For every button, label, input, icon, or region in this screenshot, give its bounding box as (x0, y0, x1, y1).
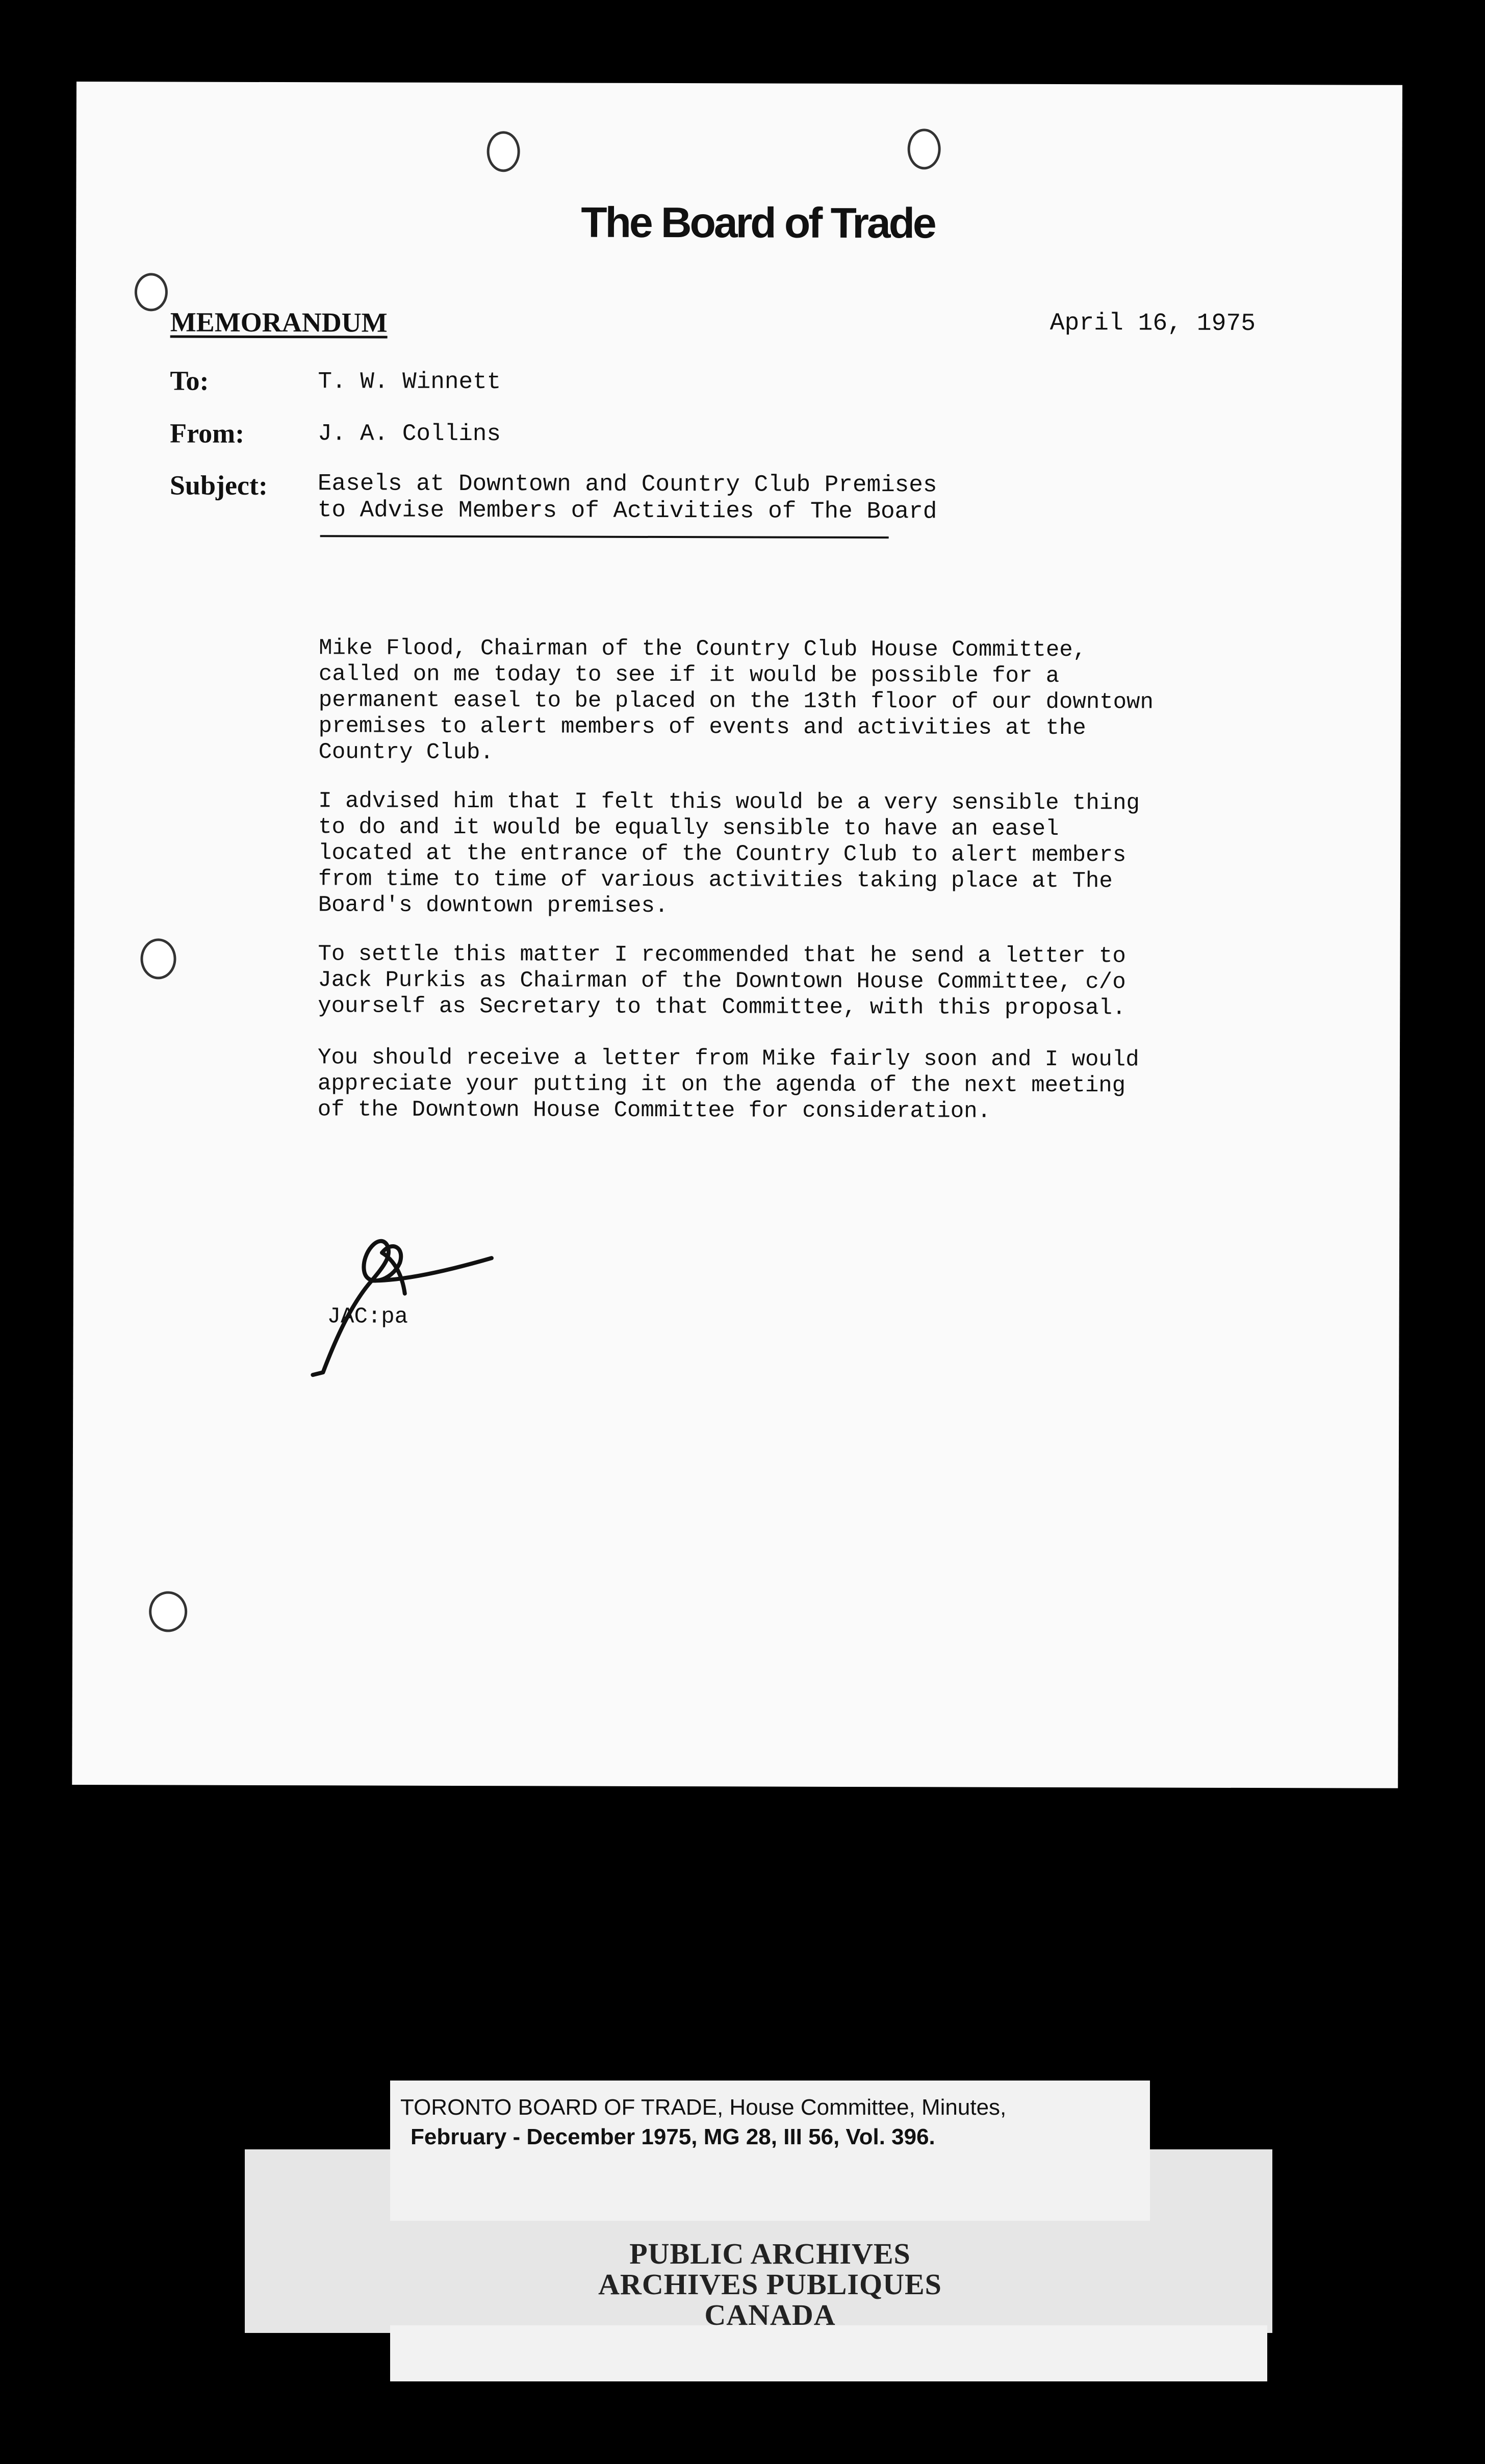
punch-hole-top-right (908, 129, 941, 169)
archive-stamp-line-1: PUBLIC ARCHIVES (629, 2237, 911, 2270)
archive-reference-line-2: February - December 1975, MG 28, III 56, Vol. 396. (411, 2124, 935, 2149)
punch-hole-side-1 (135, 273, 168, 311)
from-label: From: (170, 418, 245, 449)
archive-reference-line-1: TORONTO BOARD OF TRADE, House Committee, Minutes, (400, 2095, 1007, 2120)
from-value: J. A. Collins (318, 420, 501, 448)
punch-hole-top-left (487, 131, 520, 172)
body-paragraph-1: Mike Flood, Chairman of the Country Club House Committee, called on me today to see if it would be possible for a permanent easel to be placed on the 13th floor of our downtown premises to alert members of events and activities at the Country Club. (318, 635, 1154, 766)
subject-line-2: to Advise Members of Activities of The Board (317, 497, 937, 525)
letterhead-title: The Board of Trade (581, 198, 935, 247)
archive-stamp-line-2: ARCHIVES PUBLIQUES (598, 2268, 942, 2301)
memo-page (72, 82, 1402, 1788)
punch-hole-side-2 (140, 938, 176, 979)
subject-line-1: Easels at Downtown and Country Club Premises (317, 470, 937, 499)
memo-date: April 16, 1975 (1049, 309, 1256, 338)
archive-stamp-bottom (390, 2325, 1267, 2381)
archive-stamp-line-3: CANADA (704, 2298, 836, 2331)
archive-reference-label (390, 2081, 1150, 2221)
subject-label: Subject: (169, 470, 268, 501)
handwritten-signature (277, 1204, 517, 1378)
body-paragraph-3: To settle this matter I recommended that he send a letter to Jack Purkis as Chairman of the Downtown House Committee, c/o yourself as Secretary to that Committee, with this proposal. (318, 941, 1126, 1021)
memo-heading: MEMORANDUM (170, 306, 388, 338)
punch-hole-side-3 (149, 1591, 187, 1632)
body-paragraph-2: I advised him that I felt this would be a very sensible thing to do and it would be equally sensible to have an easel located at the entrance of the Country Club to alert members from time to time of various activities taking place at The Board's downtown premises. (318, 788, 1140, 919)
typist-initials: JAC:pa (327, 1304, 408, 1330)
to-value: T. W. Winnett (318, 368, 501, 396)
subject-underline (320, 535, 889, 538)
to-label: To: (170, 365, 209, 396)
body-paragraph-4: You should receive a letter from Mike fairly soon and I would appreciate your putting it on the agenda of the next meeting of the Downtown House Committee for consideration. (317, 1045, 1139, 1124)
